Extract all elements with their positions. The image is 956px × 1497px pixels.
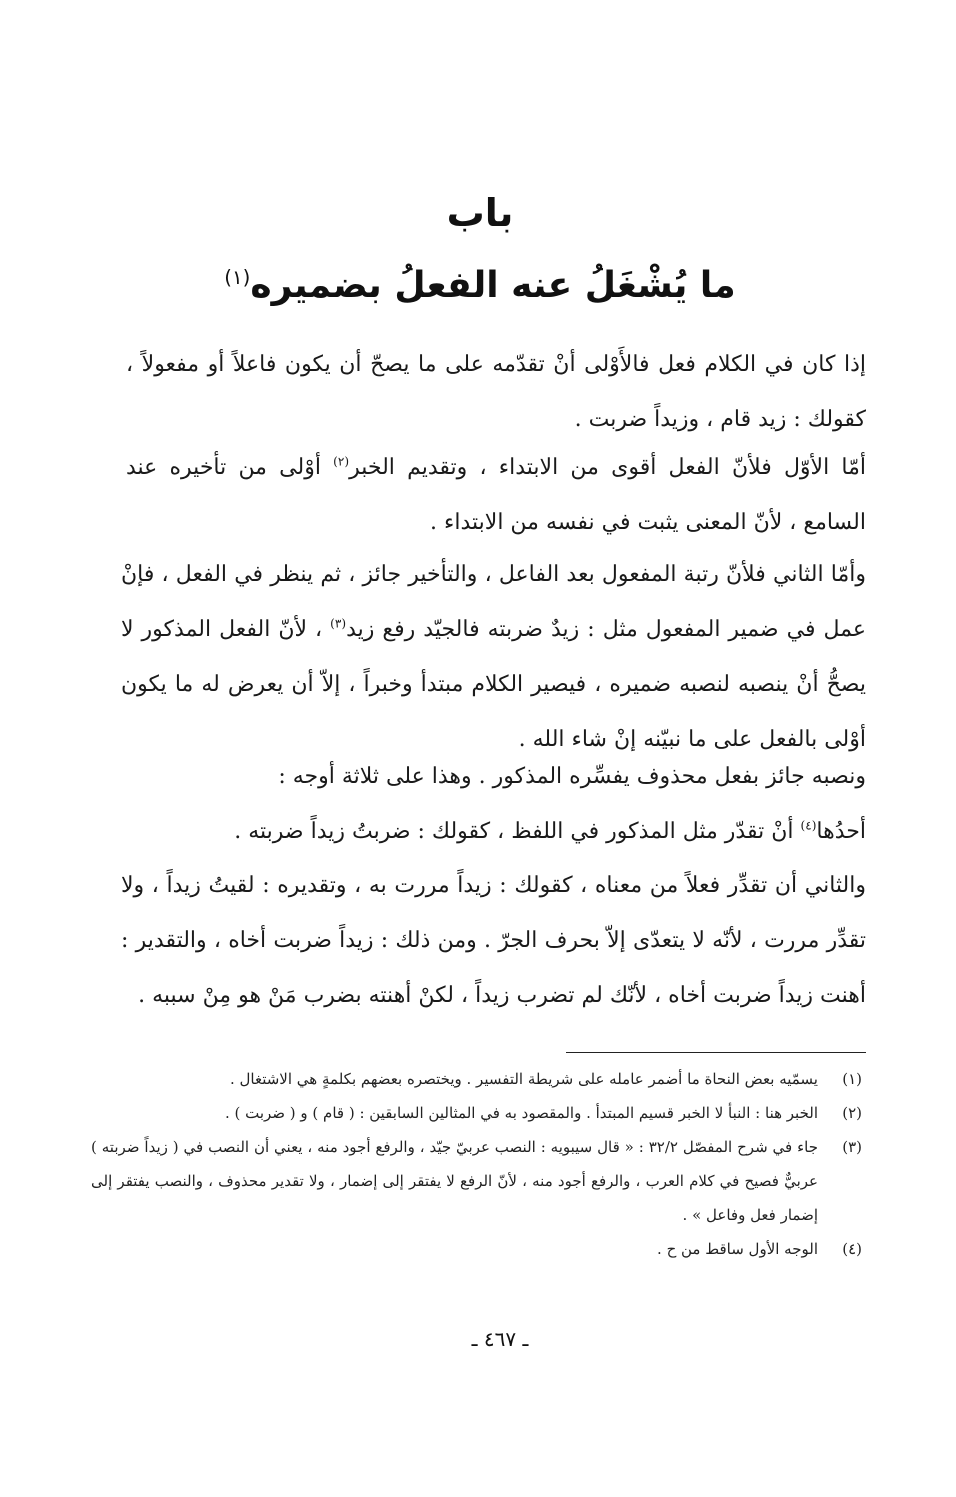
page-number: ـ ٤٦٧ ـ bbox=[471, 1327, 529, 1351]
footnote-ref-3: (٣) bbox=[330, 616, 347, 631]
footnote-number: (٣) bbox=[842, 1138, 862, 1156]
footnote-text: جاء في شرح المفصّل ٣٢/٢ : « قال سيبويه : النصب عربيّ جيّد ، والرفع أجود منه ، يعني أن النصب في ( زيداً ضربته ) عربيٌّ فصيح في كلام العرب ، والرفع أجود منه ، لأنّ الرفع لا يفتقر إلى إضمار ، ولا تقدير محذوف ، والنصب يفتقر إلى إضمار فعل وفاعل » . bbox=[91, 1138, 819, 1224]
footnote-3 bbox=[91, 1130, 866, 1232]
paragraph-5-part-b: أنْ تقدّر مثل المذكور في اللفظ ، كقولك : ضربتُ زيداً ضربته . bbox=[234, 819, 801, 844]
paragraph-6: والثاني أن تقدِّر فعلاً من معناه ، كقولك : زيداً مررت به ، وتقديره : لقيتُ زيداً ، ولا تقدِّر مررت ، لأنّه لا يتعدّى إلاّ بحرف الجرّ . ومن ذلك : زيداً ضربت أخاه ، والتقدير : أهنت زيداً ضربت أخاه ، لأنّك لم تضرب زيداً ، لكنْ أهنته بضرب مَنْ هو مِنْ سببه . bbox=[121, 873, 866, 1008]
chapter-title bbox=[110, 258, 850, 314]
footnote-4 bbox=[91, 1232, 866, 1266]
footnote-text: يسمّيه بعض النحاة ما أضمر عامله على شريطة التفسير . ويختصره بعضهم بكلمةٍ هي الاشتغال . bbox=[229, 1070, 818, 1088]
paragraph-3-part-b: ، لأنّ الفعل المذكور لا يصحُّ أنْ ينصبه لنصبه ضميره ، فيصير الكلام مبتدأ وخبراً ، إلاّ أن يعرض له ما يكون أوْلى بالفعل على ما نبيّنه إنْ شاء الله . bbox=[121, 617, 866, 752]
paragraph-5 bbox=[126, 804, 866, 859]
paragraph-3-part-a: وأمّا الثاني فلأنّ رتبة المفعول بعد الفاعل ، والتأخير جائز ، ثم ينظر في الفعل ، فإنْ عمل في ضمير المفعول مثل : زيدٌ ضربته فالجيّد رفع زيد bbox=[121, 562, 866, 642]
footnote-text: الخبر هنا : النبأ لا الخبر قسيم المبتدأ . والمقصود به في المثالين السابقين : ( قام ) و ( ضربت ) . bbox=[224, 1104, 818, 1122]
footnote-text: الوجه الأول ساقط من ح . bbox=[657, 1240, 818, 1258]
footnote-number: (٤) bbox=[842, 1240, 862, 1258]
chapter-title-text: ما يُشْغَلُ عنه الفعلُ بضميره bbox=[250, 265, 736, 306]
paragraph-4: ونصبه جائز بفعل محذوف يفسِّره المذكور . وهذا على ثلاثة أوجه : bbox=[278, 764, 866, 789]
footnotes bbox=[91, 1062, 866, 1266]
footnote-ref-2: (٢) bbox=[333, 454, 350, 469]
footnote-2 bbox=[91, 1096, 866, 1130]
paragraph-3 bbox=[121, 547, 866, 767]
footnote-1 bbox=[91, 1062, 866, 1096]
chapter-label: باب bbox=[446, 191, 514, 235]
footnote-ref-4: (٤) bbox=[800, 818, 817, 833]
paragraph-2 bbox=[126, 440, 866, 550]
paragraph-1: إذا كان في الكلام فعل فالأَوْلى أنْ تقدّمه على ما يصحّ أن يكون فاعلاً أو مفعولاً ، كقولك : زيد قام ، وزيداً ضربت . bbox=[126, 352, 866, 432]
footnote-number: (٢) bbox=[842, 1104, 862, 1122]
footnote-ref-1: (١) bbox=[224, 266, 251, 289]
paragraph-5-part-a: أحدُها bbox=[816, 819, 866, 844]
paragraph-2-part-a: أمّا الأوّل فلأنّ الفعل أقوى من الابتداء ، وتقديم الخبر bbox=[349, 455, 867, 480]
footnote-number: (١) bbox=[842, 1070, 862, 1088]
footnote-divider bbox=[566, 1052, 866, 1053]
paragraph-2-part-b: أوْلى من تأخيره عند السامع ، لأنّ المعنى يثبت في نفسه من الابتداء . bbox=[126, 455, 866, 535]
